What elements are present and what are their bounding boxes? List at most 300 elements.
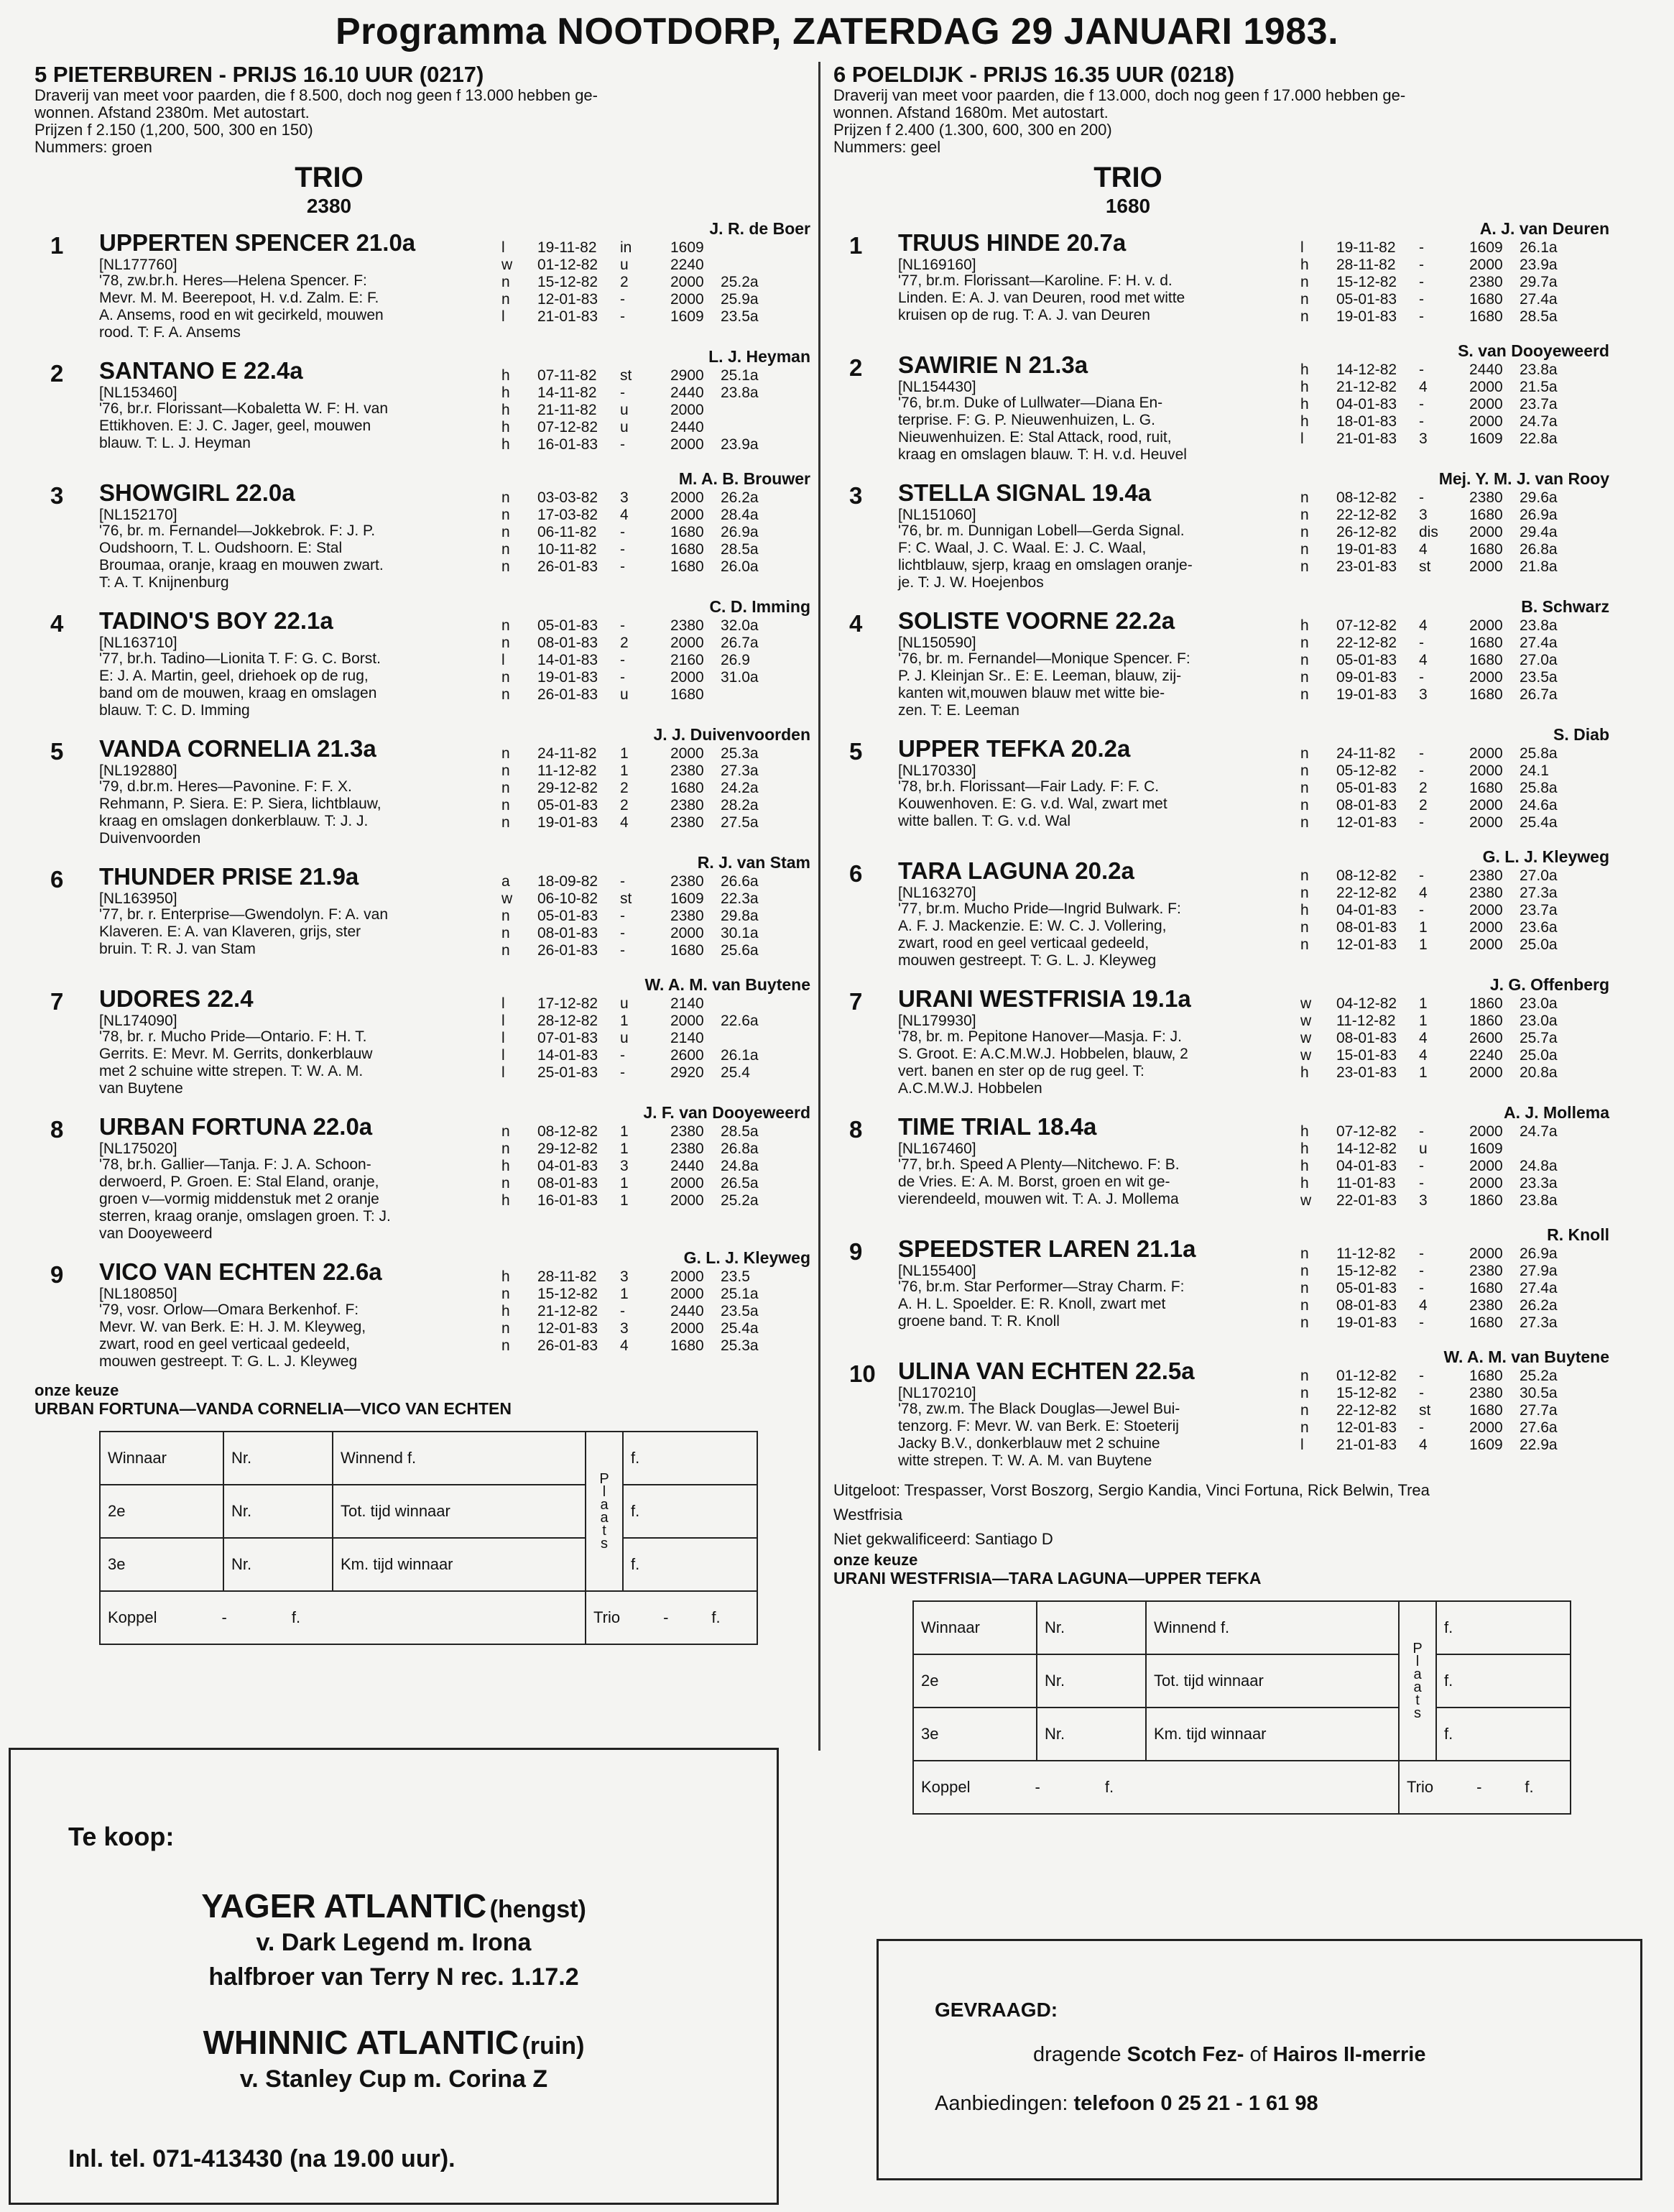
race-desc-line: Draverij van meet voor paarden, die f 8.500, doch nog geen f 13.000 hebben ge- xyxy=(34,86,598,104)
horse-name: UPPER TEFKA 20.2a xyxy=(898,735,1131,762)
run-row xyxy=(501,1158,771,1175)
run-cell: 1680 xyxy=(1469,686,1503,703)
horse-description xyxy=(99,400,516,452)
horse-desc-line: bruin. T: R. J. van Stam xyxy=(99,941,256,957)
place-amount[interactable]: f. xyxy=(1436,1654,1571,1708)
horse-desc-line: Kouwenhoven. E: G. v.d. Wal, zwart met xyxy=(898,796,1167,812)
start-number: 4 xyxy=(50,610,64,637)
run-cell: 1609 xyxy=(1469,430,1503,447)
run-cell: 26.9a xyxy=(1520,507,1558,523)
horse-desc-line: zen. T: E. Leeman xyxy=(898,702,1019,719)
koppel-cell[interactable] xyxy=(100,1591,586,1644)
run-row xyxy=(501,762,771,780)
run-cell: 26-01-83 xyxy=(537,558,598,575)
run-cell: 01-12-82 xyxy=(1336,1368,1397,1384)
run-cell: 26.5a xyxy=(721,1175,759,1192)
run-cell: 4 xyxy=(1419,617,1428,634)
run-cell: 1 xyxy=(620,1175,629,1192)
run-cell: n xyxy=(501,1123,510,1140)
driver-name: G. L. J. Kleyweg xyxy=(1482,847,1609,866)
driver-name: J. R. de Boer xyxy=(709,219,810,238)
run-cell: 25.8a xyxy=(1520,780,1558,796)
run-cell: 21-12-82 xyxy=(1336,379,1397,395)
horse-desc-line: groen v—vormig middenstuk met 2 oranje xyxy=(99,1191,379,1207)
run-row xyxy=(1300,885,1570,902)
run-cell: 23.5 xyxy=(721,1268,750,1285)
driver-name: S. Diab xyxy=(1553,725,1609,744)
run-cell: 1609 xyxy=(670,308,704,325)
run-cell: 4 xyxy=(1419,1297,1428,1314)
race-desc-line: Prijzen f 2.400 (1.300, 600, 300 en 200) xyxy=(833,121,1112,139)
run-cell: 27.4a xyxy=(1520,291,1558,308)
run-cell: 2380 xyxy=(1469,885,1503,901)
for-sale-ad xyxy=(9,1748,779,2205)
driver-name: R. J. van Stam xyxy=(697,853,810,872)
bet-row xyxy=(913,1654,1571,1708)
recent-runs xyxy=(501,1123,771,1209)
place-amount[interactable]: f. xyxy=(623,1432,757,1485)
registration-number: [NL155400] xyxy=(898,1263,976,1279)
recent-runs xyxy=(1300,239,1570,326)
run-cell: n xyxy=(1300,867,1309,884)
koppel-cell[interactable] xyxy=(913,1761,1399,1814)
run-cell: 1 xyxy=(620,745,629,762)
run-cell: 2440 xyxy=(670,419,704,436)
run-cell: 19-01-83 xyxy=(537,814,598,831)
horse-desc-line: zwart, rood en geel verticaal gedeeld, xyxy=(898,935,1150,951)
horse-desc-line: met 2 schuine witte strepen. T: W. A. M. xyxy=(99,1063,364,1079)
start-number: 3 xyxy=(50,482,64,509)
run-row xyxy=(1300,1013,1570,1030)
recent-runs xyxy=(501,745,771,831)
run-cell: n xyxy=(501,274,510,290)
run-row xyxy=(501,780,771,797)
run-row xyxy=(1300,239,1570,257)
driver-name: J. J. Duivenvoorden xyxy=(653,725,810,744)
run-cell xyxy=(721,257,771,274)
run-cell: n xyxy=(501,635,510,651)
run-cell: 06-10-82 xyxy=(537,890,598,907)
run-row xyxy=(501,995,771,1013)
run-cell: 1680 xyxy=(670,942,704,959)
run-cell: 03-03-82 xyxy=(537,489,598,506)
run-cell: 1680 xyxy=(1469,541,1503,558)
run-cell: 2000 xyxy=(1469,936,1503,953)
run-cell: 27.0a xyxy=(1520,867,1558,884)
wanted-text: Scotch Fez- xyxy=(1127,2043,1244,2066)
run-cell: 2000 xyxy=(1469,919,1503,936)
run-cell: - xyxy=(1419,1385,1424,1401)
recent-runs xyxy=(501,1268,771,1355)
horse-desc-line: vierendeeld, mouwen wit. T: A. J. Mollema xyxy=(898,1191,1179,1207)
driver-name: B. Schwarz xyxy=(1521,597,1609,616)
race-conditions xyxy=(34,87,810,156)
run-cell: 1 xyxy=(620,1123,629,1140)
horse-entry xyxy=(833,1103,1609,1225)
trio-label: TRIO xyxy=(1093,162,1162,193)
run-cell: 27.4a xyxy=(1520,1280,1558,1296)
run-cell: l xyxy=(501,239,505,256)
run-cell: 24.1 xyxy=(1520,762,1549,779)
run-cell: 05-12-82 xyxy=(1336,762,1397,779)
run-cell: - xyxy=(1419,396,1424,413)
run-cell: 26-12-82 xyxy=(1336,524,1397,540)
horse-desc-line: Mevr. M. M. Beerepoot, H. v.d. Zalm. E: F. xyxy=(99,290,379,306)
run-cell: w xyxy=(501,257,513,273)
horse-name: UPPERTEN SPENCER 21.0a xyxy=(99,229,416,256)
amount-label: f. xyxy=(711,1608,721,1626)
km-time-label: Km. tijd winnaar xyxy=(333,1538,586,1591)
run-cell: n xyxy=(1300,1368,1309,1384)
run-cell: n xyxy=(1300,745,1309,762)
run-row xyxy=(501,1030,771,1047)
run-cell: 23.0a xyxy=(1520,1013,1558,1029)
start-number: 2 xyxy=(849,354,863,381)
start-number: 5 xyxy=(50,738,64,765)
horse-desc-line: E: J. A. Martin, geel, driehoek op de rug, xyxy=(99,668,369,684)
run-cell: 2000 xyxy=(670,507,704,523)
recent-runs xyxy=(501,873,771,959)
recent-runs xyxy=(1300,617,1570,704)
wanted-text: Hairos II-merrie xyxy=(1272,2043,1426,2066)
run-cell: st xyxy=(620,890,632,907)
run-cell: 26-01-83 xyxy=(537,1337,598,1354)
our-choice-value: URANI WESTFRISIA—TARA LAGUNA—UPPER TEFKA xyxy=(833,1569,1262,1587)
run-cell: 2000 xyxy=(670,291,704,308)
horse-desc-line: A. Ansems, rood en wit gecirkeld, mouwen xyxy=(99,307,384,323)
run-cell: 1680 xyxy=(670,558,704,575)
run-cell xyxy=(721,1030,771,1047)
horse-desc-line: Linden. E: A. J. van Deuren, rood met witte xyxy=(898,290,1185,306)
run-cell: - xyxy=(1419,1245,1424,1262)
run-row xyxy=(1300,1437,1570,1454)
run-cell: 24.7a xyxy=(1520,413,1558,430)
horse-desc-line: groene band. T: R. Knoll xyxy=(898,1313,1060,1329)
run-row xyxy=(501,489,771,507)
run-cell: 24-11-82 xyxy=(537,745,597,762)
horse2-block xyxy=(11,2023,777,2096)
run-cell: 11-01-83 xyxy=(1336,1175,1396,1192)
trio-label: TRIO xyxy=(295,162,364,193)
run-cell: 23.5a xyxy=(1520,669,1558,686)
run-cell: 3 xyxy=(620,489,629,506)
run-row xyxy=(501,890,771,908)
run-row xyxy=(501,1013,771,1030)
trio-label: Trio xyxy=(1407,1778,1434,1796)
run-cell: 1860 xyxy=(1469,1192,1503,1209)
run-cell: 2000 xyxy=(1469,413,1503,430)
place-amount[interactable]: f. xyxy=(623,1485,757,1538)
place-amount[interactable]: f. xyxy=(1436,1601,1571,1654)
trio-cell[interactable] xyxy=(586,1591,757,1644)
scratched xyxy=(833,1478,1609,1552)
horse-description xyxy=(99,906,516,958)
run-cell: 23.3a xyxy=(1520,1175,1558,1192)
run-cell: 25.2a xyxy=(721,1192,759,1209)
run-cell: 20.8a xyxy=(1520,1064,1558,1081)
run-cell: h xyxy=(501,419,510,436)
horse-entry xyxy=(34,1248,810,1376)
run-cell: 27.7a xyxy=(1520,1402,1558,1419)
horse-desc-line: tenzorg. F: Mevr. W. van Berk. E: Stoeterij xyxy=(898,1418,1179,1434)
horse-desc-line: de Vries. E: A. M. Borst, groen en wit ge- xyxy=(898,1174,1170,1190)
race-desc-line: Prijzen f 2.150 (1,200, 500, 300 en 150) xyxy=(34,121,313,139)
run-cell: 25.2a xyxy=(1520,1368,1558,1384)
run-cell: 08-12-82 xyxy=(537,1123,598,1140)
run-cell: 07-12-82 xyxy=(1336,1123,1397,1140)
run-cell: 26.7a xyxy=(721,635,759,651)
horse-name: SOLISTE VOORNE 22.2a xyxy=(898,607,1175,634)
run-cell: 1680 xyxy=(670,1337,704,1354)
place-amount[interactable]: f. xyxy=(623,1538,757,1591)
horse-desc-line: A. H. L. Spoelder. E: R. Knoll, zwart met xyxy=(898,1296,1166,1312)
registration-number: [NL177760] xyxy=(99,257,177,273)
race-distance: 2380 xyxy=(306,195,352,217)
bet-row xyxy=(100,1485,757,1538)
run-row xyxy=(501,1268,771,1286)
run-cell: 3 xyxy=(620,1158,629,1174)
column-divider xyxy=(818,62,820,1751)
run-cell: 2000 xyxy=(1469,745,1503,762)
run-cell: 1680 xyxy=(670,541,704,558)
run-cell: 25.7a xyxy=(1520,1030,1558,1046)
run-cell: 11-12-82 xyxy=(1336,1245,1396,1262)
run-row xyxy=(501,419,771,436)
run-cell: 2000 xyxy=(1469,797,1503,814)
run-cell: 24.8a xyxy=(721,1158,759,1174)
run-row xyxy=(501,1123,771,1140)
run-cell: 2000 xyxy=(670,1320,704,1337)
run-cell: 19-01-83 xyxy=(1336,686,1397,703)
horse-desc-line: je. T: J. W. Hoejenbos xyxy=(898,574,1044,591)
run-cell: 25.2a xyxy=(721,274,759,290)
run-row xyxy=(501,1303,771,1320)
winner-label: Winnaar xyxy=(913,1601,1037,1654)
horse1-line: halfbroer van Terry N rec. 1.17.2 xyxy=(208,1963,579,1991)
run-cell: 14-12-82 xyxy=(1336,361,1397,378)
run-cell: 2380 xyxy=(670,814,704,831)
run-cell: 06-11-82 xyxy=(537,524,597,540)
horse-desc-line: '78, zw.m. The Black Douglas—Jewel Bui- xyxy=(898,1401,1180,1417)
registration-number: [NL151060] xyxy=(898,507,976,523)
horse-entry xyxy=(34,725,810,853)
run-row xyxy=(501,942,771,959)
run-cell: 23.6a xyxy=(1520,919,1558,936)
horse-desc-line: Gerrits. E: Mevr. M. Gerrits, donkerblauw xyxy=(99,1046,373,1062)
horse-entry xyxy=(34,853,810,975)
run-row xyxy=(1300,1158,1570,1175)
start-number: 10 xyxy=(849,1360,876,1387)
run-cell: u xyxy=(620,1030,629,1046)
run-cell: 2 xyxy=(620,635,629,651)
run-cell: - xyxy=(1419,413,1424,430)
run-cell: 12-01-83 xyxy=(1336,1419,1397,1436)
run-row xyxy=(1300,1385,1570,1402)
run-cell: 27.4a xyxy=(1520,635,1558,651)
horse-entry xyxy=(833,341,1609,469)
run-cell: 2380 xyxy=(670,617,704,634)
horse-desc-line: '78, br. m. Pepitone Hanover—Masja. F: J. xyxy=(898,1028,1183,1045)
run-cell: 2380 xyxy=(670,1123,704,1140)
bet-table xyxy=(99,1431,758,1645)
run-cell: 19-01-83 xyxy=(1336,541,1397,558)
run-cell: h xyxy=(501,436,510,453)
registration-number: [NL169160] xyxy=(898,257,976,273)
run-cell: 08-01-83 xyxy=(537,635,598,651)
horse-name: URBAN FORTUNA 22.0a xyxy=(99,1113,373,1140)
run-cell: w xyxy=(1300,1030,1312,1046)
start-number: 6 xyxy=(50,866,64,893)
run-cell: 1609 xyxy=(670,239,704,256)
run-cell: l xyxy=(501,1064,505,1081)
page-title: Programma NOOTDORP, ZATERDAG 29 JANUARI 1983. xyxy=(335,11,1339,52)
run-cell: u xyxy=(620,402,629,418)
horse-desc-line: Ettikhoven. E: J. C. Jager, geel, mouwen xyxy=(99,418,371,434)
run-cell: 27.3a xyxy=(1520,885,1558,901)
run-cell: 23.8a xyxy=(1520,361,1558,378)
run-cell: n xyxy=(1300,1314,1309,1331)
start-number: 1 xyxy=(50,232,64,259)
run-cell: 1680 xyxy=(1469,1402,1503,1419)
run-cell: n xyxy=(1300,936,1309,953)
run-cell: - xyxy=(1419,489,1424,506)
run-cell: 23.7a xyxy=(1520,396,1558,413)
run-cell: 08-01-83 xyxy=(1336,919,1397,936)
run-cell: l xyxy=(501,1030,505,1046)
run-cell: 18-09-82 xyxy=(537,873,598,890)
run-cell: 26-01-83 xyxy=(537,686,598,703)
horse-description xyxy=(898,395,1315,464)
wanted-text: of xyxy=(1249,2043,1267,2066)
run-cell: 23-01-83 xyxy=(1336,1064,1397,1081)
run-cell: 23.9a xyxy=(721,436,759,453)
horse-entry xyxy=(34,975,810,1103)
run-cell: 27.0a xyxy=(1520,652,1558,668)
km-time-label: Km. tijd winnaar xyxy=(1146,1708,1399,1761)
run-cell: l xyxy=(1300,430,1304,447)
run-cell: n xyxy=(1300,1297,1309,1314)
run-cell: 29-12-82 xyxy=(537,1140,598,1157)
run-cell: w xyxy=(1300,1047,1312,1064)
run-cell: 15-12-82 xyxy=(1336,1385,1397,1401)
horse-description xyxy=(99,778,516,847)
run-cell: 31.0a xyxy=(721,669,759,686)
run-cell: 1609 xyxy=(1469,1437,1503,1453)
run-cell: 2 xyxy=(1419,797,1428,814)
run-cell: 07-11-82 xyxy=(537,367,597,384)
run-cell: h xyxy=(501,402,510,418)
registration-number: [NL192880] xyxy=(99,762,177,779)
run-cell: 2000 xyxy=(1469,1245,1503,1262)
race-heading: 6 POELDIJK - PRIJS 16.35 UUR (0218) xyxy=(833,62,1235,87)
recent-runs xyxy=(1300,361,1570,448)
run-row xyxy=(1300,617,1570,635)
horse-desc-line: sterren, kraag oranje, omslagen groen. T: J. xyxy=(99,1208,391,1225)
place-amount[interactable]: f. xyxy=(1436,1708,1571,1761)
run-cell: n xyxy=(1300,291,1309,308)
registration-number: [NL179930] xyxy=(898,1013,976,1029)
run-row xyxy=(1300,257,1570,274)
run-cell: 2380 xyxy=(1469,1297,1503,1314)
run-cell: n xyxy=(1300,489,1309,506)
entries-list xyxy=(34,219,810,1376)
run-cell: 2140 xyxy=(670,1030,704,1046)
amount-label: f. xyxy=(1525,1778,1534,1796)
horse-entry xyxy=(34,219,810,347)
run-cell: 28.4a xyxy=(721,507,759,523)
recent-runs xyxy=(1300,745,1570,831)
run-row xyxy=(501,1337,771,1355)
race-desc-line: Draverij van meet voor paarden, die f 13.000, doch nog geen f 17.000 hebben ge- xyxy=(833,86,1406,104)
registration-number: [NL163950] xyxy=(99,890,177,907)
run-cell: h xyxy=(1300,396,1309,413)
run-row xyxy=(501,652,771,669)
run-cell: n xyxy=(501,541,510,558)
horse-desc-line: van Buytene xyxy=(99,1080,183,1097)
run-cell: w xyxy=(1300,1013,1312,1029)
run-cell: h xyxy=(1300,1158,1309,1174)
run-cell: 22-01-83 xyxy=(1336,1192,1397,1209)
run-cell: 2000 xyxy=(670,402,704,418)
run-row xyxy=(501,524,771,541)
trio-cell[interactable] xyxy=(1399,1761,1571,1814)
run-cell: 2380 xyxy=(1469,867,1503,884)
run-cell: 08-12-82 xyxy=(1336,489,1397,506)
run-cell: 25.3a xyxy=(721,745,759,762)
horse-desc-line: band om de mouwen, kraag en omslagen xyxy=(99,685,377,701)
run-cell: 28.5a xyxy=(721,541,759,558)
horse-description xyxy=(898,778,1315,830)
recent-runs xyxy=(1300,995,1570,1082)
driver-name: J. G. Offenberg xyxy=(1489,975,1609,994)
run-cell: h xyxy=(1300,257,1309,273)
run-cell: - xyxy=(1419,361,1424,378)
run-cell: n xyxy=(1300,1263,1309,1279)
run-row xyxy=(1300,274,1570,291)
horse-entry xyxy=(34,1103,810,1248)
wanted-desc xyxy=(1033,2043,1425,2067)
run-cell: n xyxy=(501,1175,510,1192)
run-row xyxy=(1300,361,1570,379)
run-cell: 14-01-83 xyxy=(537,652,598,668)
run-row xyxy=(1300,524,1570,541)
run-cell: n xyxy=(501,291,510,308)
run-cell: 32.0a xyxy=(721,617,759,634)
our-choice-label: onze keuze xyxy=(833,1551,918,1569)
driver-name: G. L. J. Kleyweg xyxy=(683,1248,810,1267)
run-cell: w xyxy=(1300,995,1312,1012)
horse-name: VANDA CORNELIA 21.3a xyxy=(99,735,376,762)
run-row xyxy=(1300,762,1570,780)
horse-entry xyxy=(833,847,1609,975)
run-cell: - xyxy=(1419,274,1424,290)
run-cell: - xyxy=(620,925,625,941)
offers-phone: telefoon 0 25 21 - 1 61 98 xyxy=(1073,2092,1318,2115)
contact-phone: Inl. tel. 071-413430 (na 19.00 uur). xyxy=(68,2145,456,2172)
run-cell: h xyxy=(1300,617,1309,634)
run-cell: 3 xyxy=(620,1268,629,1285)
recent-runs xyxy=(501,617,771,704)
run-row xyxy=(501,274,771,291)
run-cell: l xyxy=(501,1047,505,1064)
horse-entry xyxy=(34,347,810,469)
run-cell: 28.2a xyxy=(721,797,759,814)
run-row xyxy=(1300,745,1570,762)
run-cell: - xyxy=(1419,1175,1424,1192)
horse-name: THUNDER PRISE 21.9a xyxy=(99,863,359,890)
run-cell: 4 xyxy=(1419,1047,1428,1064)
registration-number: [NL152170] xyxy=(99,507,177,523)
